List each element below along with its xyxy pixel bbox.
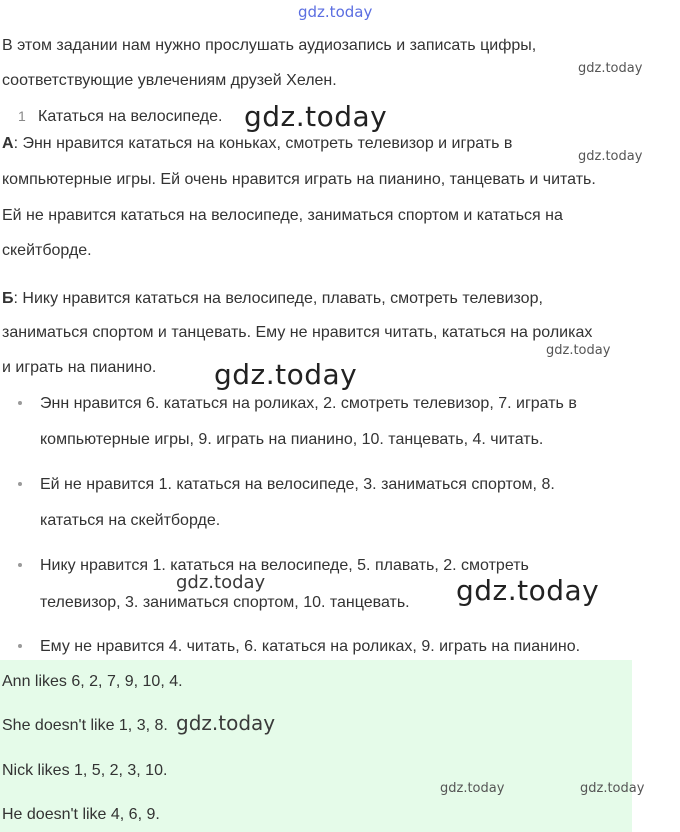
watermark-small: gdz.today	[580, 781, 645, 796]
section-a-line-1	[2, 134, 512, 154]
bullet-dot	[18, 401, 22, 405]
watermark-medium: gdz.today	[176, 711, 276, 735]
bullet-dot	[18, 482, 22, 486]
bullet-1-line-2: компьютерные игры, 9. играть на пианино, 10. танцевать, 4. читать.	[40, 431, 544, 448]
section-b-label: Б	[2, 290, 14, 307]
section-b-line-3: и играть на пианино.	[2, 359, 157, 376]
section-b-text-1: : Нику нравится кататься на велосипеде, плавать, смотреть телевизор,	[13, 290, 543, 307]
answer-line-3: Nick likes 1, 5, 2, 3, 10.	[2, 762, 168, 779]
watermark-medium: gdz.today	[176, 572, 266, 593]
bullet-2-line-2: кататься на скейтборде.	[40, 512, 221, 529]
list-item-text: Кататься на велосипеде.	[38, 108, 223, 125]
watermark-big: gdz.today	[456, 574, 600, 607]
bullet-2-line-1: Ей не нравится 1. кататься на велосипеде, 3. заниматься спортом, 8.	[40, 476, 555, 493]
watermark-big: gdz.today	[214, 358, 358, 391]
bullet-3-line-1: Нику нравится 1. кататься на велосипеде, 5. плавать, 2. смотреть	[40, 557, 529, 574]
watermark-big: gdz.today	[244, 100, 388, 133]
intro-line-2: соответствующие увлечениям друзей Хелен.	[2, 72, 337, 89]
watermark-small: gdz.today	[578, 149, 643, 164]
section-a-label: А	[2, 135, 14, 152]
watermark-top: gdz.today	[298, 3, 373, 21]
answer-line-2: She doesn't like 1, 3, 8.	[2, 717, 168, 734]
answer-line-1: Ann likes 6, 2, 7, 9, 10, 4.	[2, 673, 183, 690]
bullet-1-line-1: Энн нравится 6. кататься на роликах, 2. смотреть телевизор, 7. играть в	[40, 395, 577, 412]
bullet-dot	[18, 644, 22, 648]
bullet-dot	[18, 563, 22, 567]
bullet-4-line-1: Ему не нравится 4. читать, 6. кататься на роликах, 9. играть на пианино.	[40, 638, 581, 655]
section-a-text-1: : Энн нравится кататься на коньках, смотреть телевизор и играть в	[13, 135, 513, 152]
section-b-line-1	[2, 289, 543, 309]
watermark-small: gdz.today	[578, 61, 643, 76]
answer-line-4: He doesn't like 4, 6, 9.	[2, 806, 160, 823]
list-item-number: 1	[18, 108, 26, 124]
section-b-line-2: заниматься спортом и танцевать. Ему не нравится читать, кататься на роликах	[2, 324, 593, 341]
section-a-line-3: Ей не нравится кататься на велосипеде, заниматься спортом и кататься на	[2, 207, 563, 224]
watermark-small: gdz.today	[440, 781, 505, 796]
section-a-line-4: скейтборде.	[2, 242, 92, 259]
watermark-small: gdz.today	[546, 343, 611, 358]
intro-line-1: В этом задании нам нужно прослушать аудиозапись и записать цифры,	[2, 37, 537, 54]
section-a-line-2: компьютерные игры. Ей очень нравится играть на пианино, танцевать и читать.	[2, 171, 596, 188]
bullet-3-line-2: телевизор, 3. заниматься спортом, 10. танцевать.	[40, 594, 410, 611]
